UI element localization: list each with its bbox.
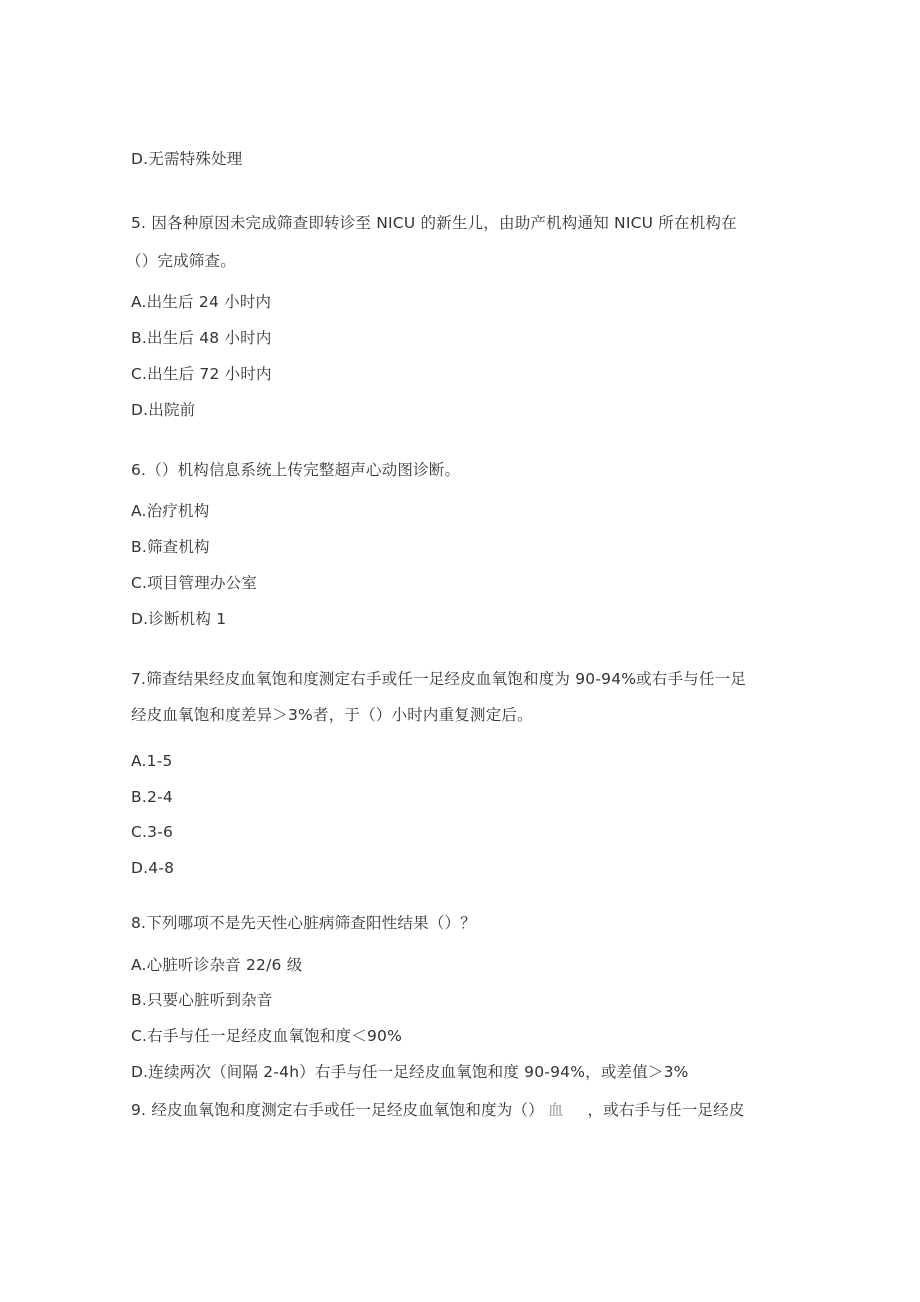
q9-question bbox=[131, 1099, 745, 1121]
q6-question: 6.（）机构信息系统上传完整超声心动图诊断。 bbox=[131, 461, 461, 479]
q9-text-part-3: ，或右手与任一足经皮 bbox=[587, 1101, 745, 1119]
q6-option-a: A.治疗机构 bbox=[131, 502, 210, 520]
q4-option-d: D.无需特殊处理 bbox=[131, 150, 243, 168]
q9-text-part-1: 9. 经皮血氧饱和度测定右手或任一足经皮血氧饱和度为（） bbox=[131, 1101, 544, 1119]
q6-option-b: B.筛查机构 bbox=[131, 538, 210, 556]
q8-option-d: D.连续两次（间隔 2-4h）右手与任一足经皮血氧饱和度 90-94%，或差值＞3% bbox=[131, 1063, 689, 1081]
q7-option-d: D.4-8 bbox=[131, 859, 175, 877]
q5-question-line-2: （）完成筛查。 bbox=[126, 252, 236, 270]
q9-text-part-2: 血 bbox=[547, 1101, 564, 1119]
q5-option-b: B.出生后 48 小时内 bbox=[131, 329, 272, 347]
q5-option-a: A.出生后 24 小时内 bbox=[131, 293, 272, 311]
q8-option-a: A.心脏听诊杂音 22/6 级 bbox=[131, 956, 303, 974]
q7-option-a: A.1-5 bbox=[131, 752, 173, 770]
q5-option-d: D.出院前 bbox=[131, 401, 196, 419]
q6-option-d: D.诊断机构 1 bbox=[131, 610, 227, 628]
q5-option-c: C.出生后 72 小时内 bbox=[131, 365, 272, 383]
q7-option-c: C.3-6 bbox=[131, 823, 174, 841]
q8-option-c: C.右手与任一足经皮血氧饱和度＜90% bbox=[131, 1027, 403, 1045]
q7-question-line-2: 经皮血氧饱和度差异＞3%者，于（）小时内重复测定后。 bbox=[131, 706, 533, 724]
q7-option-b: B.2-4 bbox=[131, 788, 173, 806]
q8-option-b: B.只要心脏听到杂音 bbox=[131, 991, 273, 1009]
q5-question-line-1: 5. 因各种原因未完成筛查即转诊至 NICU 的新生儿，由助产机构通知 NICU 所在机构在 bbox=[131, 214, 737, 232]
q6-option-c: C.项目管理办公室 bbox=[131, 574, 258, 592]
q7-question-line-1: 7.筛查结果经皮血氧饱和度测定右手或任一足经皮血氧饱和度为 90-94%或右手与任一足 bbox=[131, 670, 747, 688]
q8-question: 8.下列哪项不是先天性心脏病筛查阳性结果（）？ bbox=[131, 914, 476, 932]
